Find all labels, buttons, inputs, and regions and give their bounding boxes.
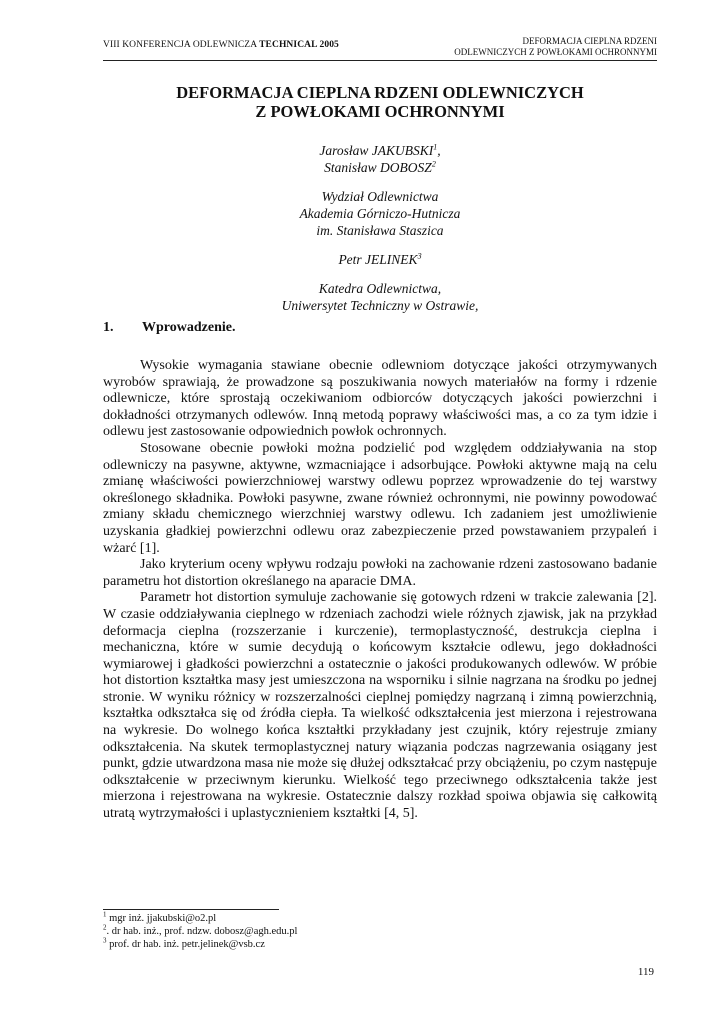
- affiliation-1: [103, 188, 657, 239]
- affiliation-1-line2: Akademia Górniczo-Hutnicza: [299, 206, 461, 221]
- footnotes: [103, 912, 297, 951]
- author-3-footnote-mark: 3: [417, 251, 422, 261]
- author-2-footnote-mark: 2: [431, 159, 436, 169]
- author-1-footnote-mark: 1: [433, 142, 438, 152]
- authors-group-1: [103, 142, 657, 176]
- author-3: [103, 251, 657, 268]
- author-3-name: Petr JELINEK: [338, 252, 418, 267]
- running-title-line2: ODLEWNICZYCH Z POWŁOKAMI OCHRONNYMI: [454, 47, 657, 57]
- paragraph: Stosowane obecnie powłoki można podzielić pod względem oddziaływania na stop odlewniczy na pasywne, aktywne, wzmacniające i adsorbujące. Powłoki aktywne mają na celu zmianę właściwości powierzchniowej warstwy odlewu poprzez wprowadzenie do tej warstwy określonego składnika. Powłoki pasywne, zwane również ochronnymi, nie powinny powodować zmiany składu chemicznego wierzchniej warstwy odlewu. Ich zadaniem jest umożliwienie uzyskania gładkiej powierzchni odlewu oraz zabezpieczenie przed powstawaniem przypaleń i wżarć [1].: [103, 440, 657, 556]
- author-2: [103, 159, 657, 176]
- paragraph: Parametr hot distortion symuluje zachowanie się gotowych rdzeni w trakcie zalewania [2]. W czasie oddziaływania cieplnego w rdzeniach zachodzi wiele różnych zjawisk, jak na przykład deformacja cieplna (rozszerzanie i kurczenie), termoplastyczność, destrukcja cieplna i mechaniczna, które w sumie decydują o końcowym kształcie odlewu, jego dokładności wymiarowej i gładkości powierzchni a ostatecznie o jakości produkowanych odlewów. W próbie hot distortion kształtka masy jest umieszczona na wsporniku i silnie nagrzana na środku po jednej stronie. W wyniku różnicy w rozszerzalności cieplnej pomiędzy nagrzaną i zimną powierzchnią, kształtka odkształca się od źródła ciepła. Ta wielkość odkształcenia jest mierzona i rejestrowana na wykresie. Do wolnego końca kształtki przykładany jest czujnik, który rejestruje zmiany odkształcenia. Na skutek termoplastycznej natury wiązania podczas nagrzewania osiągany jest punkt, gdzie utwardzona masa nie może się dłużej odkształcać przy obciążeniu, po czym następuje odkształcenie w przeciwnym kierunku. Wielkość tego przeciwnego odkształcenia także jest mierzona i rejestrowana na wykresie. Ostatecznie dalszy rozkład spoiwa objawia się całkowitą utratą wytrzymałości i uplastycznieniem kształtki [4, 5].: [103, 590, 657, 822]
- footnote-3-mark: 3: [103, 936, 107, 945]
- author-1-name: Jarosław JAKUBSKI: [319, 143, 434, 158]
- affiliation-2: [103, 280, 657, 314]
- section-heading: [103, 320, 235, 336]
- affiliation-1-line1: Wydział Odlewnictwa: [321, 189, 439, 204]
- footnote-1-mark: 1: [103, 910, 107, 919]
- footnote-2-mark: 2: [103, 923, 107, 932]
- footnote-1-text: mgr inż. jjakubski@o2.pl: [106, 913, 217, 924]
- title-line1: DEFORMACJA CIEPLNA RDZENI ODLEWNICZYCH: [176, 83, 584, 102]
- section-number: 1.: [103, 320, 114, 335]
- header-divider: [103, 60, 657, 61]
- affiliation-2-line2: Uniwersytet Techniczny w Ostrawie,: [281, 298, 479, 313]
- title-line2: Z POWŁOKAMI OCHRONNYMI: [255, 102, 505, 121]
- affiliation-2-line1: Katedra Odlewnictwa,: [318, 281, 442, 296]
- running-title-line1: DEFORMACJA CIEPLNA RDZENI: [522, 36, 657, 46]
- author-1: [103, 142, 657, 159]
- footnote-divider: [103, 909, 279, 910]
- section-title: Wprowadzenie.: [142, 320, 236, 335]
- footnote-3-text: prof. dr hab. inż. petr.jelinek@vsb.cz: [106, 939, 265, 950]
- author-1-comma: ,: [437, 143, 441, 158]
- author-2-name: Stanisław DOBOSZ: [324, 160, 432, 175]
- footnote-2: [103, 925, 297, 938]
- paper-title: [103, 83, 657, 121]
- footnote-3: [103, 938, 297, 951]
- body-text: [103, 358, 657, 823]
- paragraph: Wysokie wymagania stawiane obecnie odlewniom dotyczące jakości otrzymywanych wyrobów sprawiają, że prowadzone są poszukiwania nowych materiałów na formy i rdzenie odlewnicze, które sprostają oczekiwaniom odbiorców dotyczących jakości powierzchni i dokładności otrzymanych odlewów. Inną metodą poprawy właściwości mas, a co za tym idzie i odlewu jest zastosowanie odpowiednich powłok ochronnych.: [103, 358, 657, 440]
- footnote-1: [103, 912, 297, 925]
- running-header-right: [454, 36, 657, 58]
- paragraph: Jako kryterium oceny wpływu rodzaju powłoki na zachowanie rdzeni zastosowano badanie parametru hot distortion określanego na aparacie DMA.: [103, 557, 657, 589]
- running-header-left: [103, 40, 339, 50]
- conference-edition: TECHNICAL 2005: [259, 40, 339, 50]
- authors-block: [103, 142, 657, 326]
- page-number: 119: [637, 966, 654, 978]
- footnote-2-text: . dr hab. inż., prof. ndzw. dobosz@agh.edu.pl: [106, 926, 298, 937]
- conference-name: VIII KONFERENCJA ODLEWNICZA: [103, 40, 260, 50]
- affiliation-1-line3: im. Stanisława Staszica: [316, 223, 444, 238]
